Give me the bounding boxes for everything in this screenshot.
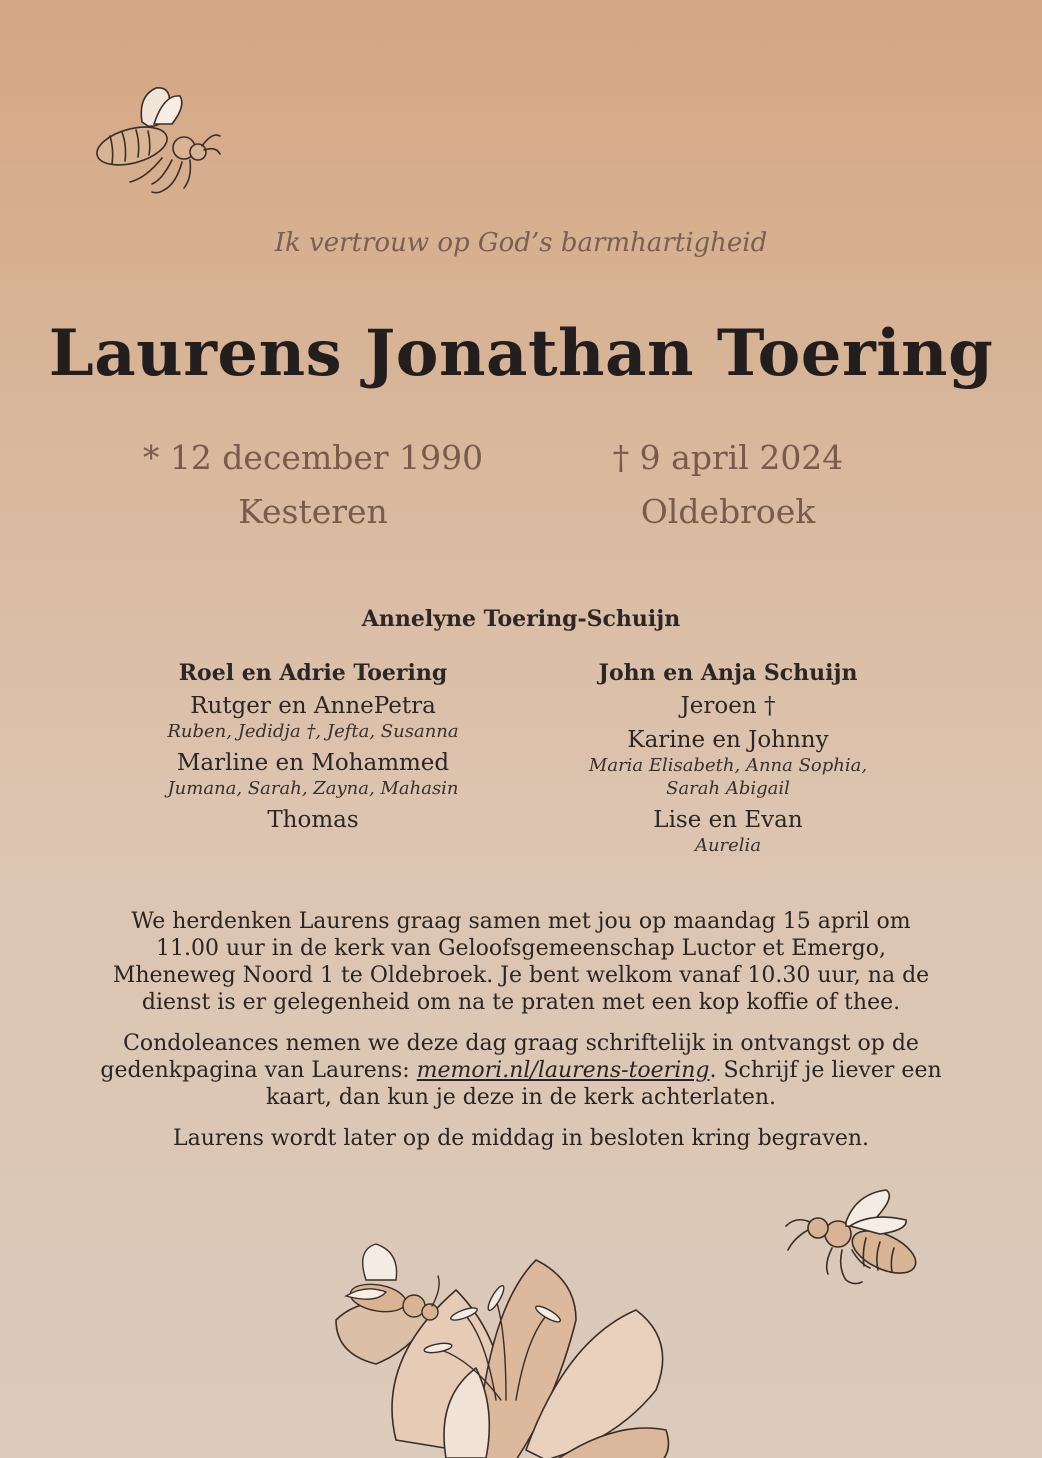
- family-member: [528, 692, 928, 720]
- condolence-text: Condoleances nemen we deze dag graag schriftelijk in ontvangst op de gedenkpagina van Laurens:: [100, 1031, 919, 1083]
- grandchildren-names: Sarah Abigail: [666, 778, 790, 799]
- lily-flower-icon: [326, 1240, 686, 1458]
- bee-icon: [92, 84, 227, 214]
- bee-icon: [776, 1186, 926, 1304]
- burial-details: Laurens wordt later op de middag in besloten kring begraven.: [172, 1126, 870, 1151]
- parents-name: Roel en Adrie Toering: [178, 660, 448, 686]
- child-name: Thomas: [267, 807, 359, 833]
- family-member: [528, 726, 928, 800]
- child-name: Marline en Mohammed: [176, 750, 450, 776]
- motto-text: Ik vertrouw op God’s barmhartigheid: [274, 228, 768, 258]
- birth-place: Kesteren: [238, 492, 388, 531]
- condolence-details: [100, 1030, 942, 1111]
- deceased-name: Laurens Jonathan Toering: [48, 316, 994, 391]
- family-left-column: [113, 660, 513, 834]
- child-name: Karine en Johnny: [627, 727, 829, 753]
- grandchildren-names: Aurelia: [694, 835, 762, 856]
- death-place: Oldebroek: [640, 492, 816, 531]
- grandchildren-names: Maria Elisabeth, Anna Sophia,: [588, 755, 868, 776]
- announcement: [100, 908, 942, 1166]
- condolence-text-after: . Schrijf je liever een kaart, dan kun je deze in de kerk achterlaten.: [265, 1058, 942, 1110]
- child-name: Lise en Evan: [653, 807, 803, 833]
- memorial-link[interactable]: memori.nl/laurens-toering: [416, 1058, 710, 1083]
- grandchildren-names: Jumana, Sarah, Zayna, Mahasin: [167, 778, 459, 799]
- grandchildren-names: Ruben, Jedidja †, Jefta, Susanna: [167, 721, 459, 742]
- family-member: [528, 806, 928, 857]
- parents-name: John en Anja Schuijn: [598, 660, 858, 686]
- spouse-name: Annelyne Toering-Schuijn: [361, 606, 681, 632]
- child-name: Rutger en AnnePetra: [190, 693, 436, 719]
- death-date: † 9 april 2024: [612, 438, 844, 477]
- child-name: Jeroen †: [680, 693, 776, 719]
- family-member: [113, 749, 513, 800]
- family-member: [113, 692, 513, 743]
- family-right-column: [528, 660, 928, 857]
- birth-date: * 12 december 1990: [142, 438, 484, 477]
- service-details: We herdenken Laurens graag samen met jou op maandag 15 april om 11.00 uur in de kerk van Geloofsgemeenschap Luctor et Emergo, Mheneweg Noord 1 te Oldebroek. Je bent welkom vanaf 10.30 uur, na de dienst is er gelegenheid om na te praten met een kop koffie of thee.: [112, 909, 930, 1015]
- family-member: [113, 806, 513, 834]
